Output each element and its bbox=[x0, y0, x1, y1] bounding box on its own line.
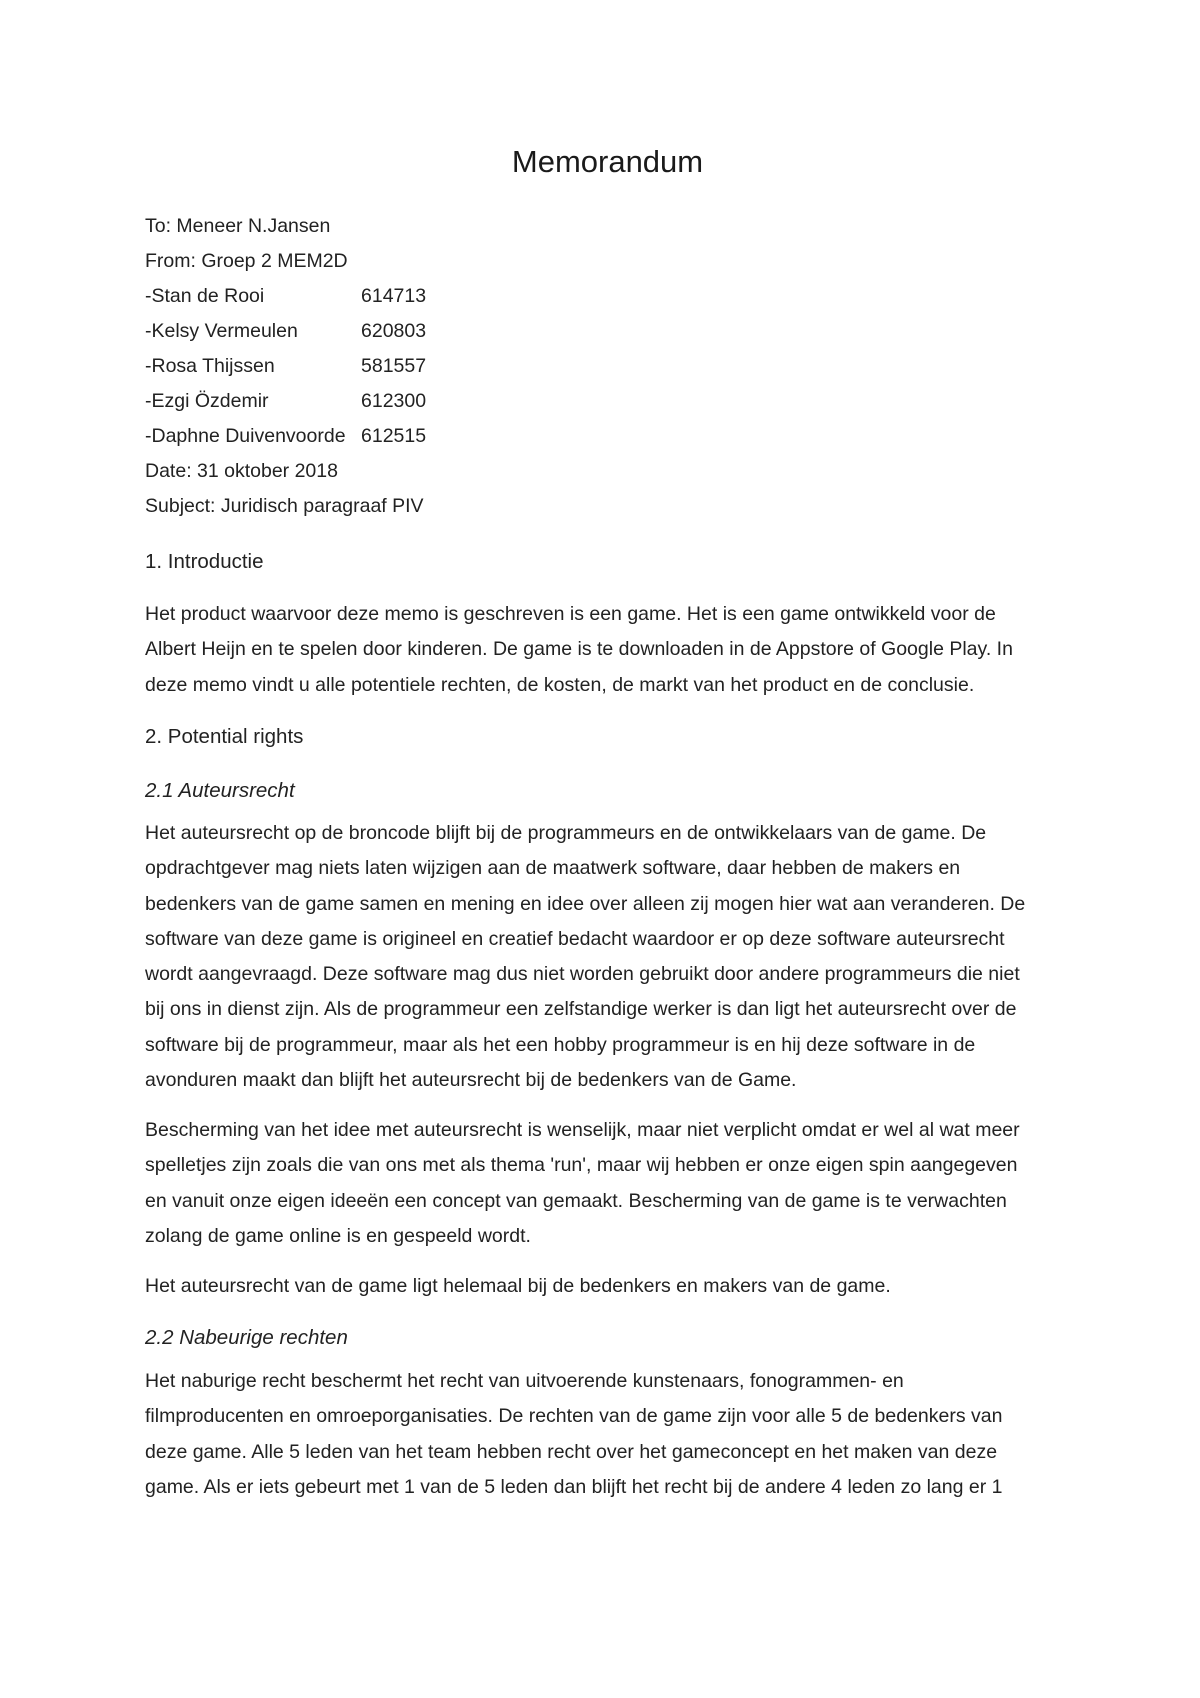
paragraph-line: Het naburige recht beschermt het recht van uitvoerende kunstenaars, fonogrammen- en bbox=[145, 1370, 904, 1392]
member-name: -Stan de Rooi bbox=[145, 285, 265, 307]
paragraph-line: bedenkers van de game samen en mening en idee over alleen zij mogen hier wat aan veranderen. De bbox=[145, 892, 1026, 915]
member-number: 620803 bbox=[361, 320, 427, 342]
member-name: -Rosa Thijssen bbox=[145, 355, 275, 377]
subsection-heading-naburige-rechten: 2.2 Nabeurige rechten bbox=[145, 1326, 348, 1349]
subsection-heading-auteursrecht: 2.1 Auteursrecht bbox=[145, 779, 295, 802]
member-row bbox=[145, 279, 1070, 314]
memo-header bbox=[145, 209, 1070, 524]
from-line: From: Groep 2 MEM2D bbox=[145, 250, 348, 272]
subject-line: Subject: Juridisch paragraaf PIV bbox=[145, 495, 424, 517]
member-list bbox=[145, 279, 1070, 454]
paragraph-line: avonduren maakt dan blijft het auteursrecht bij de bedenkers van de Game. bbox=[145, 1069, 797, 1092]
paragraph-line: filmproducenten en omroeporganisaties. De rechten van de game zijn voor alle 5 de bedenkers van bbox=[145, 1405, 1003, 1428]
paragraph-line: software van deze game is origineel en creatief bedacht waardoor er op deze software auteursrecht bbox=[145, 927, 1005, 950]
auteursrecht-paragraph-2 bbox=[145, 1113, 1070, 1254]
member-name: -Kelsy Vermeulen bbox=[145, 320, 298, 342]
paragraph-line: Het auteursrecht van de game ligt helemaal bij de bedenkers en makers van de game. bbox=[145, 1275, 891, 1297]
section-heading-potential-rights: 2. Potential rights bbox=[145, 725, 304, 748]
memo-title: Memorandum bbox=[511, 144, 704, 179]
auteursrecht-paragraph-3 bbox=[145, 1269, 1070, 1304]
member-row bbox=[145, 349, 1070, 384]
paragraph-line: bij ons in dienst zijn. Als de programmeur een zelfstandige werker is dan ligt het auteursrecht over de bbox=[145, 998, 1017, 1021]
paragraph-line: wordt aangevraagd. Deze software mag dus niet worden gebruikt door andere programmeurs die niet bbox=[145, 963, 1020, 986]
member-number: 612515 bbox=[361, 425, 427, 447]
to-line: To: Meneer N.Jansen bbox=[145, 215, 331, 237]
member-row bbox=[145, 384, 1070, 419]
member-row bbox=[145, 314, 1070, 349]
paragraph-line: deze memo vindt u alle potentiele rechten, de kosten, de markt van het product en de conclusie. bbox=[145, 673, 975, 696]
paragraph-line: Bescherming van het idee met auteursrecht is wenselijk, maar niet verplicht omdat er wel al wat meer bbox=[145, 1119, 1020, 1141]
paragraph-line: spelletjes zijn zoals die van ons met als thema 'run', maar wij hebben er onze eigen spin aangegeven bbox=[145, 1154, 1018, 1177]
paragraph-line: en vanuit onze eigen ideeën een concept van gemaakt. Bescherming van de game is te verwachten bbox=[145, 1189, 1007, 1212]
paragraph-line: Albert Heijn en te spelen door kinderen. De game is te downloaden in de Appstore of Google Play. In bbox=[145, 638, 1013, 661]
member-name: -Daphne Duivenvoorde bbox=[145, 425, 346, 447]
naburige-paragraph-1 bbox=[145, 1364, 1070, 1505]
paragraph-line: game. Als er iets gebeurt met 1 van de 5 leden dan blijft het recht bij de andere 4 leden zo lang er 1 bbox=[145, 1475, 1003, 1498]
member-name: -Ezgi Özdemir bbox=[145, 390, 269, 412]
paragraph-line: deze game. Alle 5 leden van het team hebben recht over het gameconcept en het maken van deze bbox=[145, 1440, 998, 1463]
member-number: 614713 bbox=[361, 285, 427, 307]
paragraph-line: software bij de programmeur, maar als het een hobby programmeur is en hij deze software in de bbox=[145, 1033, 976, 1056]
date-line: Date: 31 oktober 2018 bbox=[145, 460, 338, 482]
paragraph-line: Het product waarvoor deze memo is geschreven is een game. Het is een game ontwikkeld voor de bbox=[145, 603, 996, 625]
paragraph-line: Het auteursrecht op de broncode blijft bij de programmeurs en de ontwikkelaars van de game. De bbox=[145, 822, 987, 844]
member-number: 581557 bbox=[361, 355, 427, 377]
intro-paragraph bbox=[145, 597, 1070, 703]
member-row bbox=[145, 419, 1070, 454]
member-number: 612300 bbox=[361, 390, 427, 412]
auteursrecht-paragraph-1 bbox=[145, 816, 1070, 1098]
paragraph-line: opdrachtgever mag niets laten wijzigen aan de maatwerk software, daar hebben de makers en bbox=[145, 857, 961, 880]
paragraph-line: zolang de game online is en gespeeld wordt. bbox=[145, 1224, 531, 1247]
section-heading-introductie: 1. Introductie bbox=[145, 550, 264, 573]
